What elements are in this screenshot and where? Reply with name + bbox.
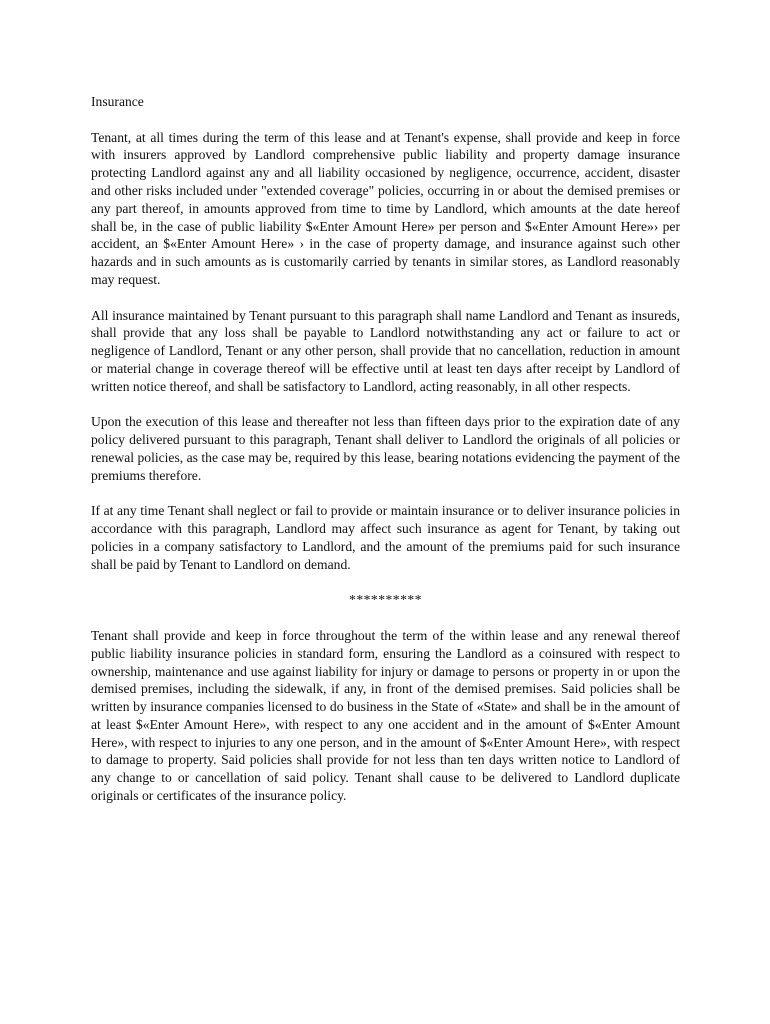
paragraph-policy-delivery: Upon the execution of this lease and thereafter not less than fifteen days prior to the expiration date of any policy delivered pursuant to this paragraph, Tenant shall deliver to Landlord the originals of all policies or renewal policies, as the case may be, required by this lease, bearing notations evidencing the payment of the premiums therefore. [91, 414, 680, 483]
paragraph-tenant-neglect: If at any time Tenant shall neglect or fail to provide or maintain insurance or to deliver insurance policies in accordance with this paragraph, Landlord may affect such insurance as agent for Tenant, by taking out policies in a company satisfactory to Landlord, and the amount of the premiums paid for such insurance shall be paid by Tenant to Landlord on demand. [91, 503, 680, 572]
paragraph-public-liability: Tenant shall provide and keep in force throughout the term of the within lease and any renewal thereof public liability insurance policies in standard form, ensuring the Landlord as a coinsured with respect to ownership, maintenance and use against liability for injury or damage to persons or property in or upon the demised premises, including the sidewalk, if any, in front of the demised premises. Said policies shall be written by insurance companies licensed to do business in the State of «State» and shall be in the amount of at least $«Enter Amount Here», with respect to any one accident and in the amount of $«Enter Amount Here», with respect to injuries to any one person, and in the amount of $«Enter Amount Here», with respect to damage to property. Said policies shall provide for not less than ten days written notice to Landlord of any change to or cancellation of said policy. Tenant shall cause to be delivered to Landlord duplicate originals or certificates of the insurance policy. [91, 627, 680, 804]
paragraph-insureds: All insurance maintained by Tenant pursuant to this paragraph shall name Landlord and Tenant as insureds, shall provide that any loss shall be payable to Landlord notwithstanding any act or failure to act or negligence of Landlord, Tenant or any other person, shall provide that no cancellation, reduction in amount or material change in coverage thereof will be effective until at least ten days after receipt by Landlord of written notice thereof, and shall be satisfactory to Landlord, acting reasonably, in all other respects. [91, 307, 680, 394]
document-page [91, 93, 680, 823]
document-heading: Insurance [91, 94, 144, 109]
paragraph-insurance-coverage: Tenant, at all times during the term of this lease and at Tenant's expense, shall provide and keep in force with insurers approved by Landlord comprehensive public liability and property damage insurance protecting Landlord against any and all liability occasioned by negligence, occurrence, accident, disaster and other risks included under "extended coverage" policies, occurring in or about the demised premises or any part thereof, in amounts approved from time to time by Landlord, which amounts at the date hereof shall be, in the case of public liability $«Enter Amount Here» per person and $«Enter Amount Here»› per accident, an $«Enter Amount Here» › in the case of property damage, and insurance against such other hazards and in such amounts as is customarily carried by tenants in similar stores, as Landlord reasonably may request. [91, 129, 680, 287]
section-separator: ********** [349, 592, 422, 608]
